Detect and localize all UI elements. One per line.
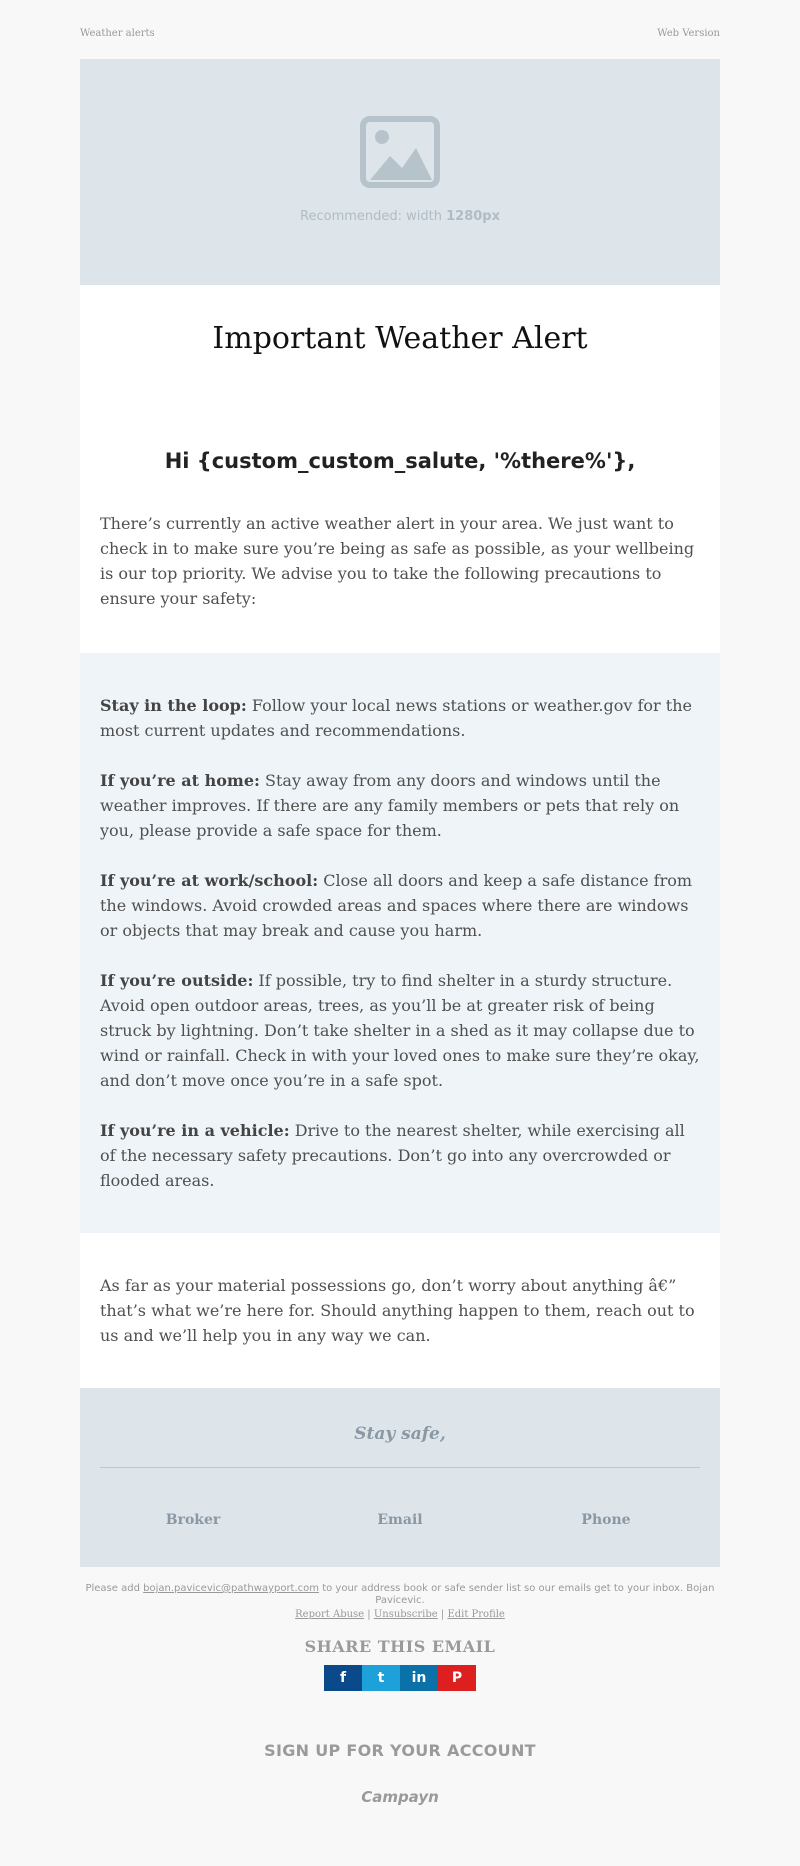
hero-image-placeholder [80,59,720,285]
tip-body: If possible, try to find shelter in a sturdy structure. Avoid open outdoor areas, trees, as you’ll be at greater risk of being struck by lightning. Don’t take shelter in a shed as it may collapse due to wind or rainfall. Check in with your loved ones to make sure they’re okay, and don’t move once you’re in a safe spot. [100,971,700,1090]
email-title: Important Weather Alert [212,321,588,356]
pinterest-icon[interactable]: P [438,1665,476,1691]
tip-body: Drive to the nearest shelter, while exercising all of the necessary safety precautions. Don’t go into any overcrowded or flooded areas. [100,1121,685,1190]
tip-heading: If you’re outside: [100,971,254,990]
linkedin-icon[interactable]: in [400,1665,438,1691]
hero-rec-label: Recommended: width [300,209,447,224]
hero-recommendation [80,209,720,224]
web-version-link[interactable]: Web Version [657,28,720,39]
link-separator: | [364,1609,374,1620]
top-bar [80,24,720,44]
social-share-bar [324,1665,476,1691]
intro-paragraph: There’s currently an active weather alert in your area. We just want to check in to make sure you’re being as safe as possible, as your wellbeing is our top priority. We advise you to take the following precautions to ensure your safety: [100,514,695,608]
image-placeholder-icon [360,116,440,188]
tip-heading: If you’re at work/school: [100,871,319,890]
facebook-icon[interactable]: f [324,1665,362,1691]
twitter-icon[interactable]: t [362,1665,400,1691]
tip-item [100,693,700,743]
hero-rec-value: 1280px [446,209,500,224]
phone-label: Phone [581,1512,631,1528]
tip-heading: If you’re at home: [100,771,260,790]
footer-note [80,1583,720,1607]
signup-link[interactable]: SIGN UP FOR YOUR ACCOUNT [264,1741,536,1760]
tip-heading: If you’re in a vehicle: [100,1121,290,1140]
tip-item [100,1118,700,1193]
unsubscribe-link[interactable]: Unsubscribe [373,1609,438,1620]
tip-body: Close all doors and keep a safe distance from the windows. Avoid crowded areas and spaces where there are windows or objects that may break and cause you harm. [100,871,693,940]
outro-paragraph: As far as your material possessions go, don’t worry about anything â€” that’s what we’re here for. Should anything happen to them, reach out to us and we’ll help you in any way we can. [100,1276,695,1345]
campayn-logo[interactable]: Campayn [361,1788,439,1806]
intro-section [80,425,720,653]
broker-label: Broker [165,1512,221,1528]
footer-links [80,1609,720,1620]
outro-section [80,1233,720,1388]
link-separator: | [437,1609,448,1620]
tip-heading: Stay in the loop: [100,696,247,715]
tip-item [100,968,700,1093]
share-heading: SHARE THIS EMAIL [304,1637,496,1656]
tip-item [100,768,700,843]
preheader-text: Weather alerts [80,28,155,39]
signature-divider [100,1467,700,1468]
tip-body: Follow your local news stations or weather.gov for the most current updates and recommendations. [100,696,692,740]
tip-body: Stay away from any doors and windows until the weather improves. If there are any family members or pets that rely on you, please provide a safe space for them. [100,771,680,840]
tips-section [80,653,720,1233]
edit-profile-link[interactable]: Edit Profile [447,1609,505,1620]
footer-note-post: to your address book or safe sender list so our emails get to your inbox. Bojan Pavicevic. [319,1583,715,1606]
sender-email-link[interactable]: bojan.pavicevic@pathwayport.com [143,1583,320,1594]
signature-section [80,1388,720,1567]
footer-note-pre: Please add [85,1583,144,1594]
tip-item [100,868,700,943]
report-abuse-link[interactable]: Report Abuse [295,1609,365,1620]
signoff-text: Stay safe, [354,1424,446,1444]
greeting: Hi {custom_custom_salute, '%there%'}, [164,449,636,473]
email-label: Email [377,1512,423,1528]
